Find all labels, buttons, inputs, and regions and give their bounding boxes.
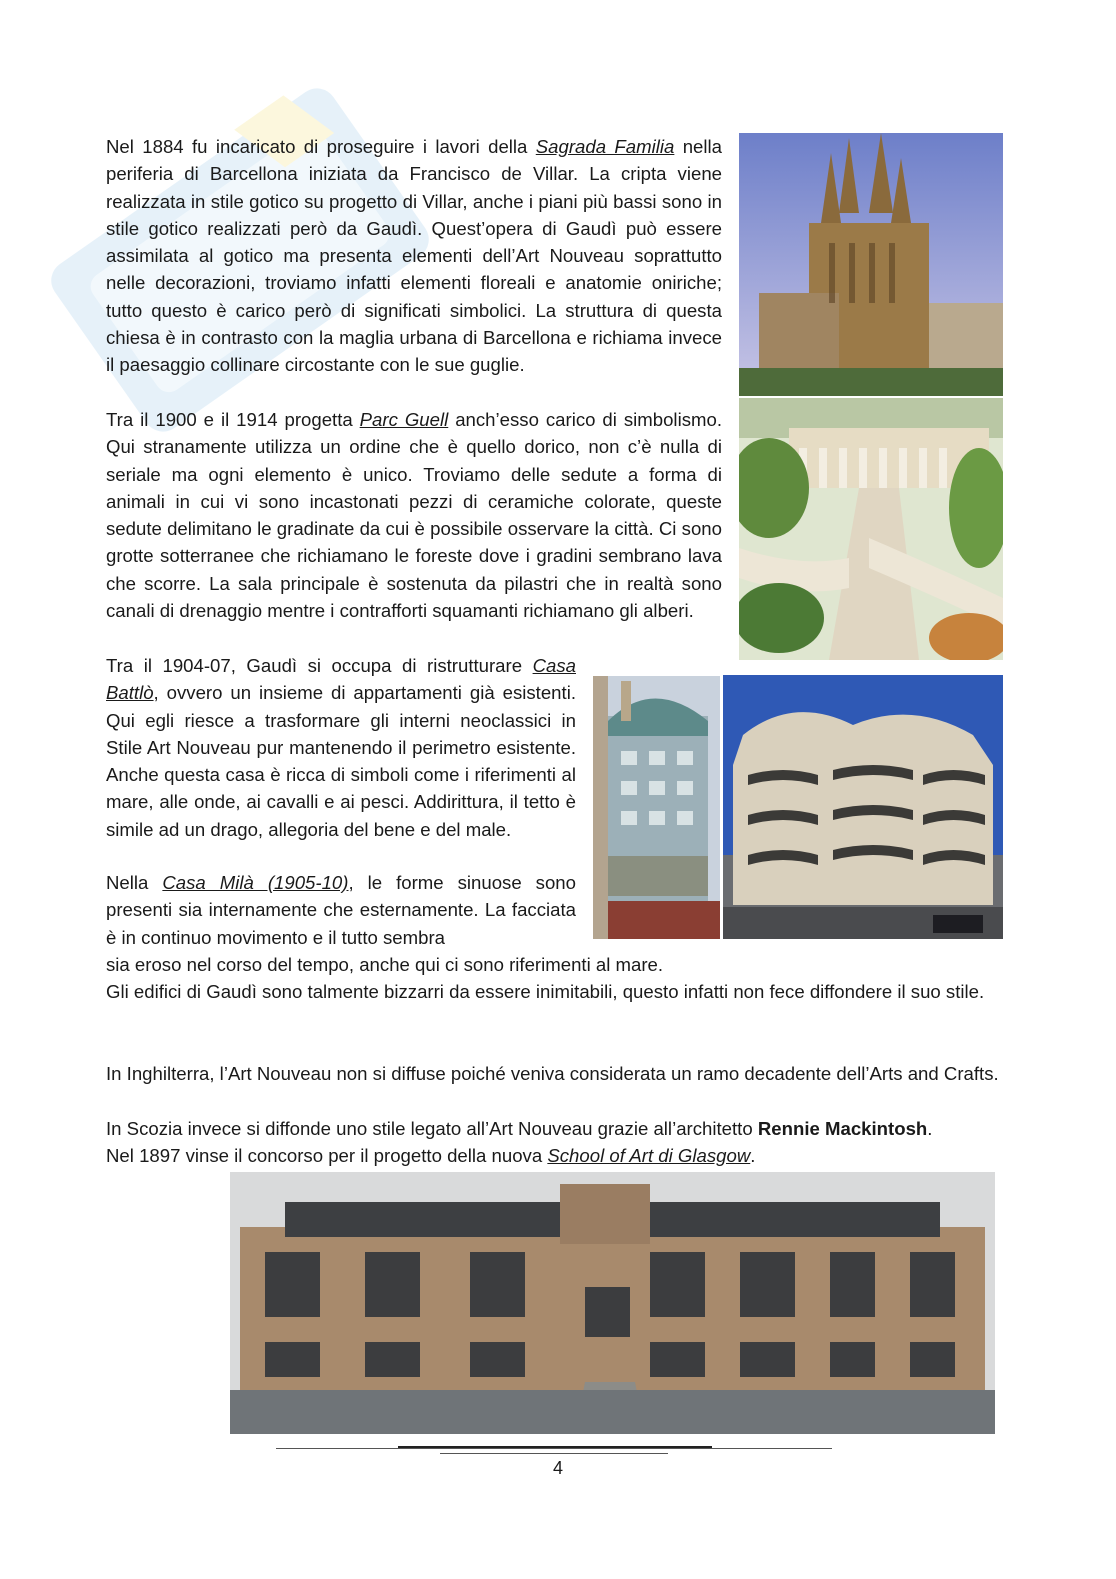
- text: Nel 1884 fu incaricato di proseguire i lavori della: [106, 136, 536, 157]
- link-sagrada-familia[interactable]: Sagrada Familia: [535, 136, 675, 157]
- footer-divider: [276, 1448, 832, 1449]
- paragraph-scozia: [106, 1115, 1004, 1142]
- text: , le forme sinuose sono presenti sia internamente che esternamente. La facciata è in continuo movimento e il tutto sembra: [106, 872, 576, 948]
- link-school-of-art-glasgow[interactable]: School of Art di Glasgow: [547, 1145, 751, 1166]
- paragraph-inghilterra: [106, 1060, 1004, 1087]
- paragraph-parc-guell: [106, 406, 722, 624]
- footer-divider-inner: [398, 1446, 712, 1448]
- glasgow-school-of-art-photo: [230, 1172, 995, 1434]
- link-casa-mila[interactable]: Casa Milà (1905-10): [162, 872, 349, 893]
- text: Tra il 1904-07, Gaudì si occupa di ristrutturare: [106, 655, 533, 676]
- link-casa-batllo[interactable]: Casa Battlò: [106, 655, 576, 704]
- text: , ovvero un insieme di appartamenti già esistenti. Qui egli riesce a trasformare gli interni neoclassici in Stile Art Nouveau pur mantenendo il perimetro esistente. Anche questa casa è ricca di simboli come i riferimenti al mare, alle onde, ai cavalli e ai pesci. Addirittura, il tetto è simile ad un drago, allegoria del bene e del male.: [106, 682, 576, 840]
- paragraph-casa-mila: [106, 869, 576, 951]
- link-parc-guell[interactable]: Parc Guell: [359, 409, 449, 430]
- paragraph-inimitabili: [106, 978, 1004, 1005]
- text: .: [927, 1118, 933, 1139]
- parc-guell-photo: [739, 398, 1003, 660]
- page-number: 4: [552, 1458, 563, 1478]
- paragraph-glasgow: [106, 1142, 1004, 1169]
- text: In Inghilterra, l’Art Nouveau non si diffuse poiché veniva considerata un ramo decadente dell’Arts and Crafts.: [106, 1063, 999, 1084]
- text: In Scozia invece si diffonde uno stile legato all’Art Nouveau grazie all’architetto: [106, 1118, 758, 1139]
- casa-batllo-photo: [593, 676, 720, 939]
- paragraph-casa-mila-cont: [106, 951, 746, 978]
- text: anch’esso carico di simbolismo. Qui stranamente utilizza un ordine che è quello dorico, non c’è nulla di seriale ma ogni elemento è unico. Troviamo delle sedute a forma di animali in cui vi sono incastonati pezzi di ceramiche colorate, queste sedute delimitano le gradinate da cui è possibile osservare la città. Ci sono grotte sotterranee che richiamano le foreste dove i gradini sembrano lava che scorre. La sala principale è sostenuta da pilastri che in realtà sono canali di drenaggio mentre i contrafforti squamanti richiamano gli alberi.: [106, 409, 722, 622]
- text: nella periferia di Barcellona iniziata da Francisco de Villar. La cripta viene realizzata in stile gotico su progetto di Villar, anche i piani più bassi sono in stile gotico realizzati però da Gaudì. Quest’opera di Gaudì può essere assimilata al gotico ma presenta elementi dell’Art Nouveau soprattutto nelle decorazioni, troviamo infatti elementi floreali e anatomie oniriche; tutto questo è carico però di significati simbolici. La struttura di questa chiesa è in contrasto con la maglia urbana di Barcellona e richiama invece il paesaggio collinare circostante con le sue guglie.: [106, 136, 723, 376]
- sagrada-familia-photo: [739, 133, 1003, 396]
- text: Nel 1897 vinse il concorso per il progetto della nuova: [106, 1145, 548, 1166]
- paragraph-casa-batllo: [106, 652, 576, 843]
- text: Nella: [106, 872, 163, 893]
- text: Tra il 1900 e il 1914 progetta: [106, 409, 360, 430]
- paragraph-sagrada: [106, 133, 722, 379]
- casa-mila-photo: [723, 675, 1003, 939]
- text: Gli edifici di Gaudì sono talmente bizzarri da essere inimitabili, questo infatti non fece diffondere il suo stile.: [106, 981, 985, 1002]
- architect-name: Rennie Mackintosh: [757, 1118, 928, 1139]
- text: .: [750, 1145, 756, 1166]
- text: sia eroso nel corso del tempo, anche qui ci sono riferimenti al mare.: [106, 954, 664, 975]
- footer-divider-short: [440, 1453, 668, 1454]
